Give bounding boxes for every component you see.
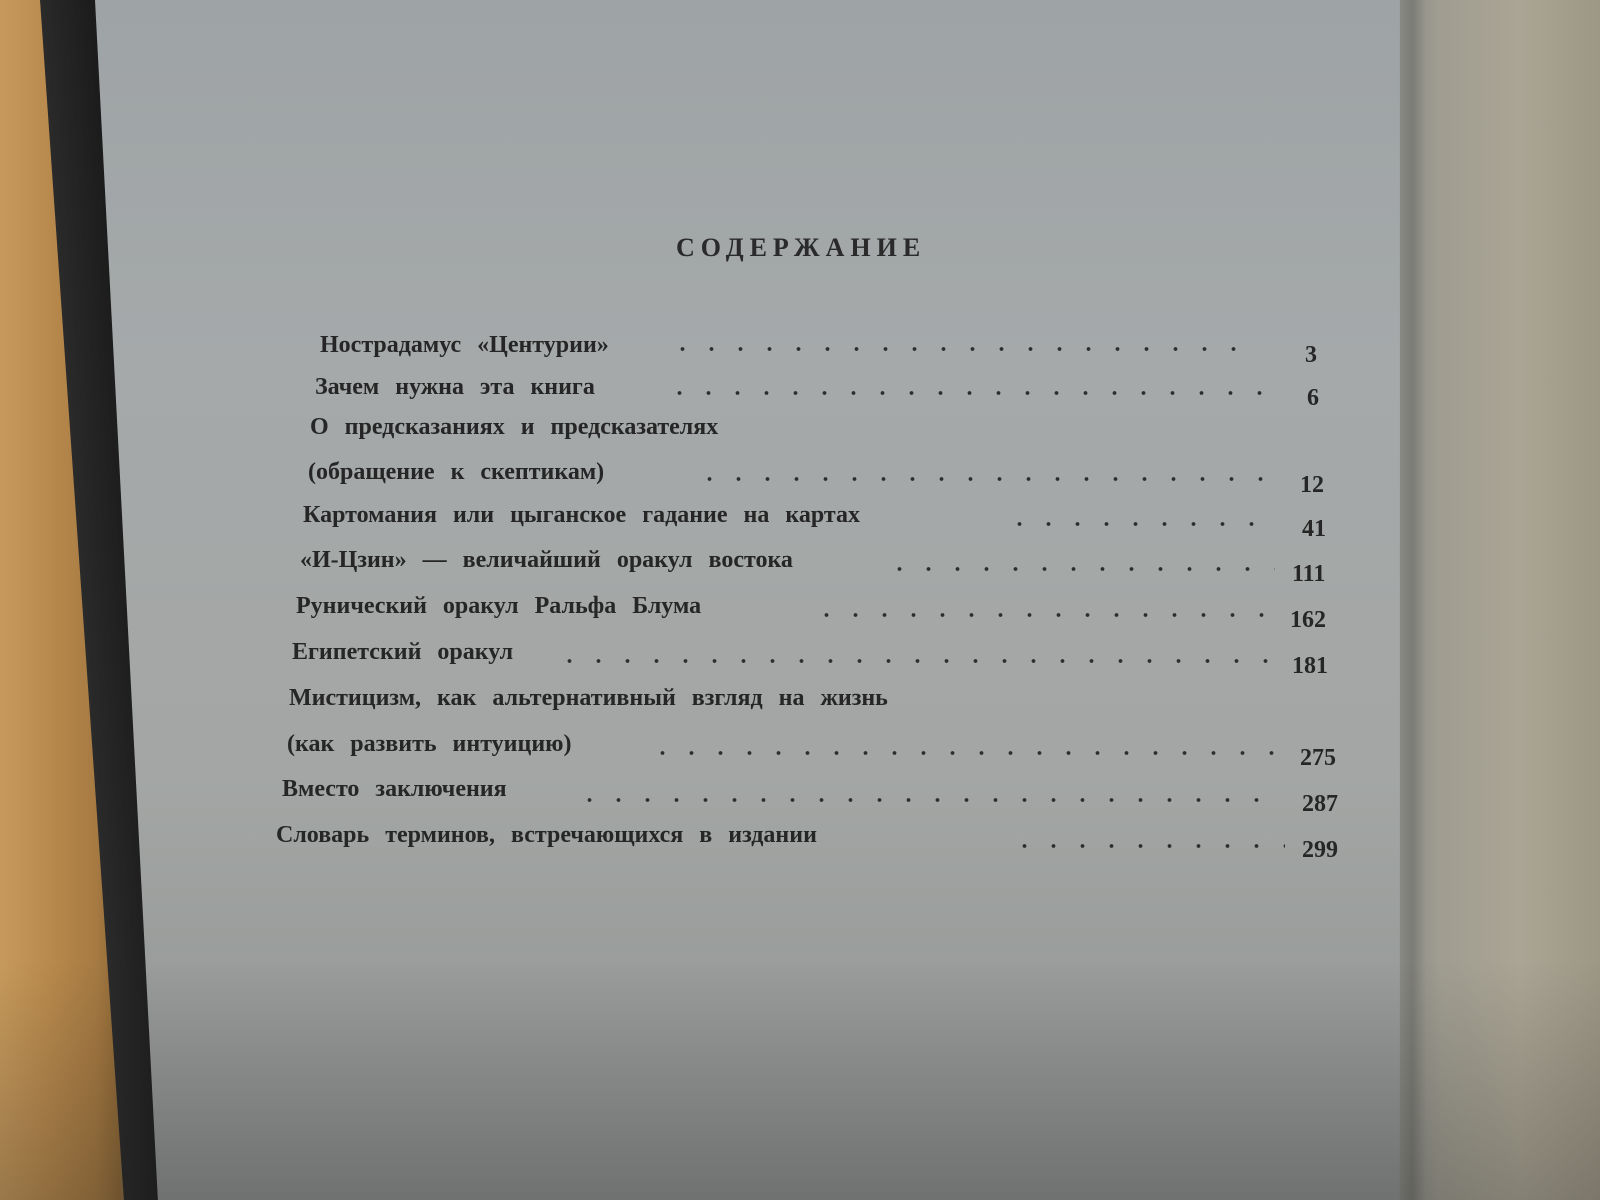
toc-entry-continuation: (обращение к скептикам) [308, 459, 605, 485]
toc-entry-title: Рунический оракул Ральфа Блума [296, 593, 702, 619]
dot-leader [812, 612, 1277, 618]
toc-entry-page: 181 [1292, 653, 1328, 679]
dot-leader [1005, 521, 1270, 527]
dot-leader [885, 566, 1275, 572]
toc-entry-page: 162 [1290, 607, 1326, 633]
toc-entry-page: 299 [1302, 837, 1338, 863]
toc-entry-title: Словарь терминов, встречающихся в издании [276, 822, 817, 848]
dot-leader [555, 658, 1277, 664]
toc-entry-title: О предсказаниях и предсказателях [310, 414, 719, 440]
toc-entry-title: Вместо заключения [282, 776, 507, 802]
toc-entry-page: 111 [1292, 561, 1326, 587]
dot-leader [1010, 843, 1285, 849]
toc-entry-title: «И-Цзин» — величайший оракул востока [300, 547, 793, 573]
toc-entry-title: Египетский оракул [292, 639, 514, 665]
dot-leader [668, 346, 1258, 352]
dot-leader [648, 750, 1278, 756]
toc-entry-title: Мистицизм, как альтернативный взгляд на жизнь [289, 685, 888, 711]
dot-leader [575, 797, 1280, 803]
dot-leader [665, 390, 1265, 396]
toc-entry-continuation: (как развить интуицию) [287, 731, 572, 757]
toc-entry-page: 12 [1300, 472, 1324, 498]
toc-entry-page: 41 [1302, 516, 1326, 542]
toc-entry-page: 275 [1300, 745, 1336, 771]
toc-entry-page: 3 [1305, 342, 1317, 368]
toc-title: СОДЕРЖАНИЕ [676, 233, 927, 262]
bottom-shadow [0, 960, 1600, 1200]
toc-entry-title: Зачем нужна эта книга [315, 374, 595, 400]
toc-entry-title: Картомания или цыганское гадание на картах [303, 502, 860, 528]
toc-entry-page: 6 [1307, 385, 1319, 411]
toc-entry-title: Нострадамус «Центурии» [320, 332, 609, 358]
dot-leader [695, 476, 1270, 482]
toc-entry-page: 287 [1302, 791, 1338, 817]
